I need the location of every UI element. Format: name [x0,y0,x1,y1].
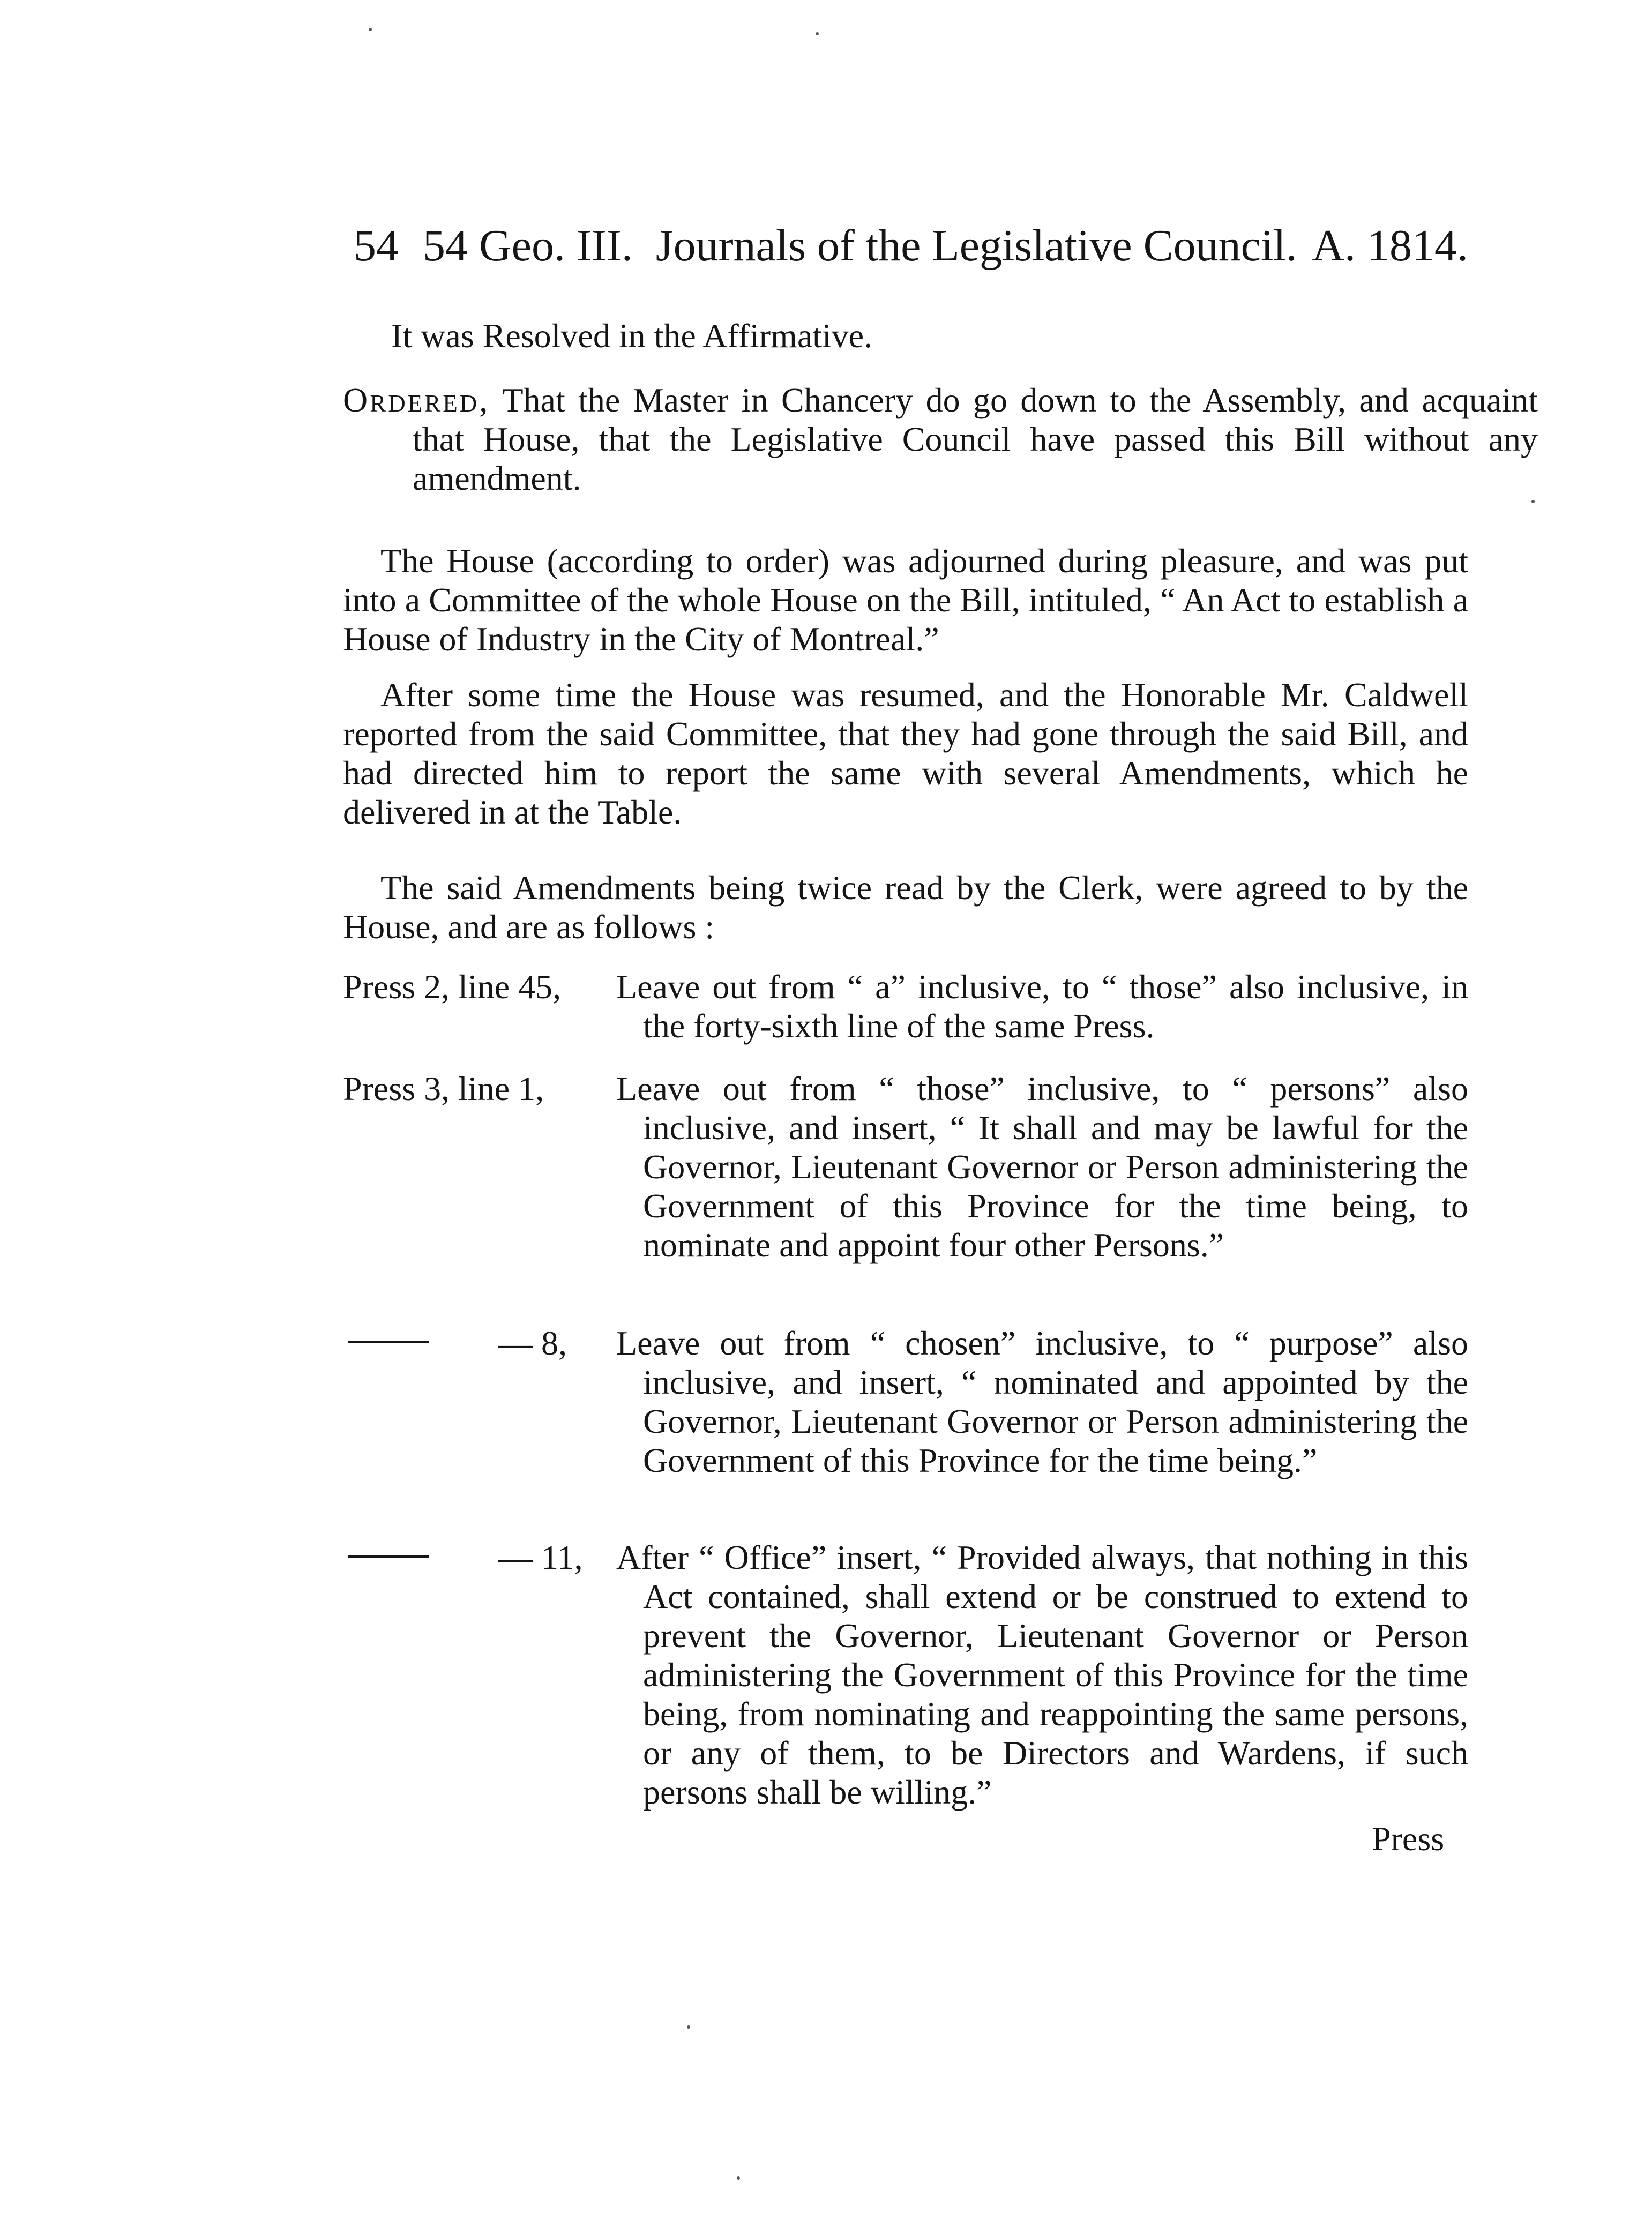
catchword: Press [1372,1820,1445,1858]
paragraph-committee: The House (according to order) was adjourned during pleasure, and was put into a Committee of the whole House on the Bill, intituled, “ An Act to establish a House of Industry in the City of Montreal.” [343,542,1468,658]
journal-title: Journals of the Legislative Council. [655,221,1297,271]
amendment-reference: — 11, [498,1538,583,1576]
regnal-year: 54 Geo. III. [423,221,633,271]
calendar-year: A. 1814. [1312,221,1468,271]
amendment-text: Leave out from “ chosen” inclusive, to “ purpose” also inclusive, and insert, “ nominated and appointed by the Governor, Lieutenant Governor or Person administering the Government of this Province for the time being.” [616,1324,1468,1479]
amendment-text: Leave out from “ a” inclusive, to “ those” also inclusive, in the forty-sixth line of the same Press. [616,968,1468,1045]
amendment-text: After “ Office” insert, “ Provided always, that nothing in this Act contained, shall extend or be construed to extend to prevent the Governor, Lieutenant Governor or Person administering the Government of this Province for the time being, from nominating and reappointing the same persons, or any of them, to be Directors and Wardens, if such persons shall be willing.” [616,1538,1468,1811]
paper-speck [687,2025,690,2029]
amendment-reference: Press 2, line 45, [343,968,562,1006]
amendment-reference: Press 3, line 1, [343,1069,544,1108]
amendment-item [343,1538,1468,1812]
amendment-reference: — 8, [498,1324,567,1362]
amendment-item [343,967,1468,1045]
ditto-rule [348,1341,429,1343]
paper-speck [1531,500,1535,503]
ditto-rule [348,1555,429,1558]
paper-speck [816,32,819,35]
running-header [354,220,1468,284]
paragraph-amendments-read: The said Amendments being twice read by the Clerk, were agreed to by the House, and are as follows : [343,869,1468,946]
paragraph-resolved: It was Resolved in the Affirmative. [391,317,873,355]
page-number: 54 [354,221,399,271]
paper-speck [737,2176,740,2180]
ordered-text: That the Master in Chancery do go down to the Assembly, and acquaint that House, that the Legislative Council have passed this Bill without any amendment. [413,381,1538,497]
paper-speck [369,28,372,31]
amendment-item [343,1323,1468,1480]
paragraph-ordered [343,380,1538,498]
amendment-text: Leave out from “ those” inclusive, to “ persons” also inclusive, and insert, “ It shall and may be lawful for the Governor, Lieutenant Governor or Person administering the Government of this Province for the time being, to nominate and appoint four other Persons.” [616,1069,1468,1264]
amendment-item [343,1069,1468,1265]
ordered-lead: Ordered, [343,381,490,419]
paragraph-resumed: After some time the House was resumed, and the Honorable Mr. Caldwell reported from the said Committee, that they had gone through the said Bill, and had directed him to report the same with several Amendments, which he delivered in at the Table. [343,676,1468,831]
